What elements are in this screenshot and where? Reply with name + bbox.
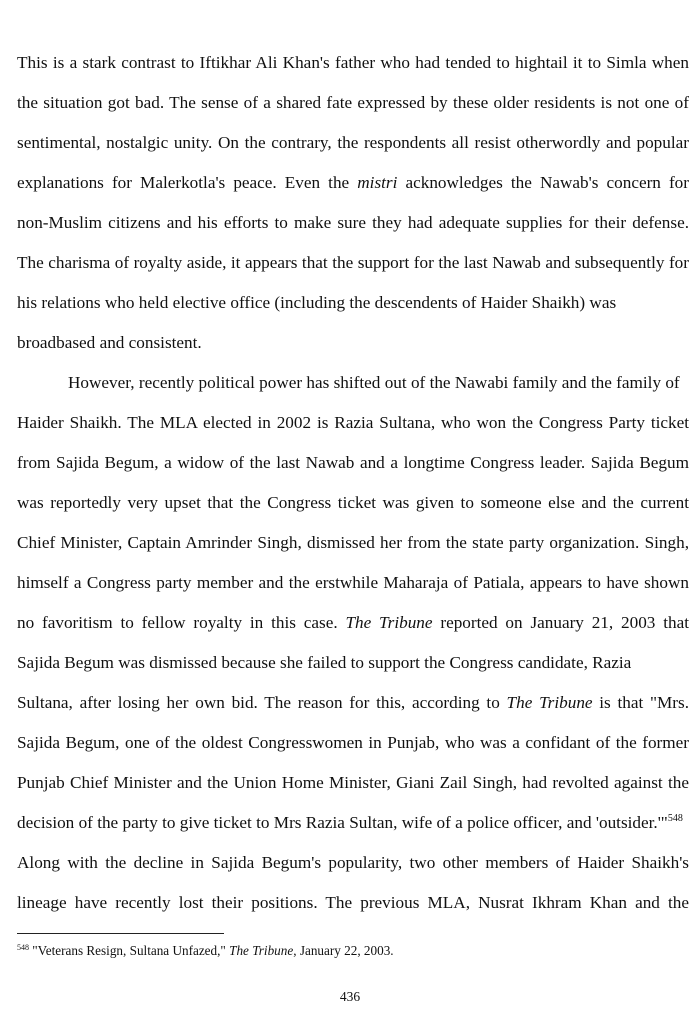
text-line: sentimental, nostalgic unity. On the contrary, the respondents all resist otherwordly and popular [17,133,689,152]
text-line: However, recently political power has shifted out of the Nawabi family and the family of [68,373,680,392]
body-text [17,43,689,923]
footnote-date: , January 22, 2003. [293,943,394,958]
text-line: The charisma of royalty aside, it appears that the support for the last Nawab and subsequently for [17,253,689,272]
text-run: no favoritism to fellow royalty in this case. [17,613,346,632]
footnote-number: 548 [17,943,29,952]
text-line: non-Muslim citizens and his efforts to make sure they had adequate supplies for their defense. [17,213,689,232]
footnote-text: "Veterans Resign, Sultana Unfazed," [29,943,230,958]
text-run: acknowledges the Nawab's concern for [397,173,690,192]
italic-term: mistri [357,173,398,192]
text-line: Along with the decline in Sajida Begum's popularity, two other members of Haider Shaikh's [17,853,689,872]
text-line: Sajida Begum, one of the oldest Congresswomen in Punjab, who was a confidant of the former [17,733,689,752]
text-run: explanations for Malerkotla's peace. Even the [17,173,358,192]
text-run: is that "Mrs. [592,693,689,712]
footnote-divider [17,933,224,934]
text-line: his relations who held elective office (including the descendents of Haider Shaikh) was [17,293,617,312]
text-run: Sultana, after losing her own bid. The reason for this, according to [17,693,507,712]
italic-publication: The Tribune [506,693,593,712]
page-number: 436 [339,989,361,1004]
text-line: Sajida Begum was dismissed because she failed to support the Congress candidate, Razia [17,653,632,672]
text-line: from Sajida Begum, a widow of the last Nawab and a longtime Congress leader. Sajida Begum [17,453,689,472]
text-line: This is a stark contrast to Iftikhar Ali Khan's father who had tended to hightail it to Simla when [17,53,689,72]
text-line [17,163,689,203]
text-line [17,683,689,723]
text-line: the situation got bad. The sense of a shared fate expressed by these older residents is not one of [17,93,689,112]
footnote-reference[interactable]: 548 [667,813,683,824]
text-line: Punjab Chief Minister and the Union Home Minister, Giani Zail Singh, had revolted against the [17,773,689,792]
text-run: decision of the party to give ticket to Mrs Razia Sultan, wife of a police officer, and 'outsider.'" [17,813,668,832]
text-line: broadbased and consistent. [17,333,202,352]
italic-publication: The Tribune [345,613,433,632]
text-line: was reportedly very upset that the Congress ticket was given to someone else and the current [17,493,689,512]
text-line [17,803,689,843]
text-line: Haider Shaikh. The MLA elected in 2002 is Razia Sultana, who won the Congress Party ticket [17,413,689,432]
footnote [17,942,394,960]
text-run: reported on January 21, 2003 that [432,613,689,632]
text-line: himself a Congress party member and the erstwhile Maharaja of Patiala, appears to have shown [17,573,689,592]
text-line: Chief Minister, Captain Amrinder Singh, dismissed her from the state party organization. Singh, [17,533,689,552]
text-line: lineage have recently lost their positions. The previous MLA, Nusrat Ikhram Khan and the [17,893,689,912]
footnote-publication: The Tribune [229,943,294,958]
text-line [17,603,689,643]
